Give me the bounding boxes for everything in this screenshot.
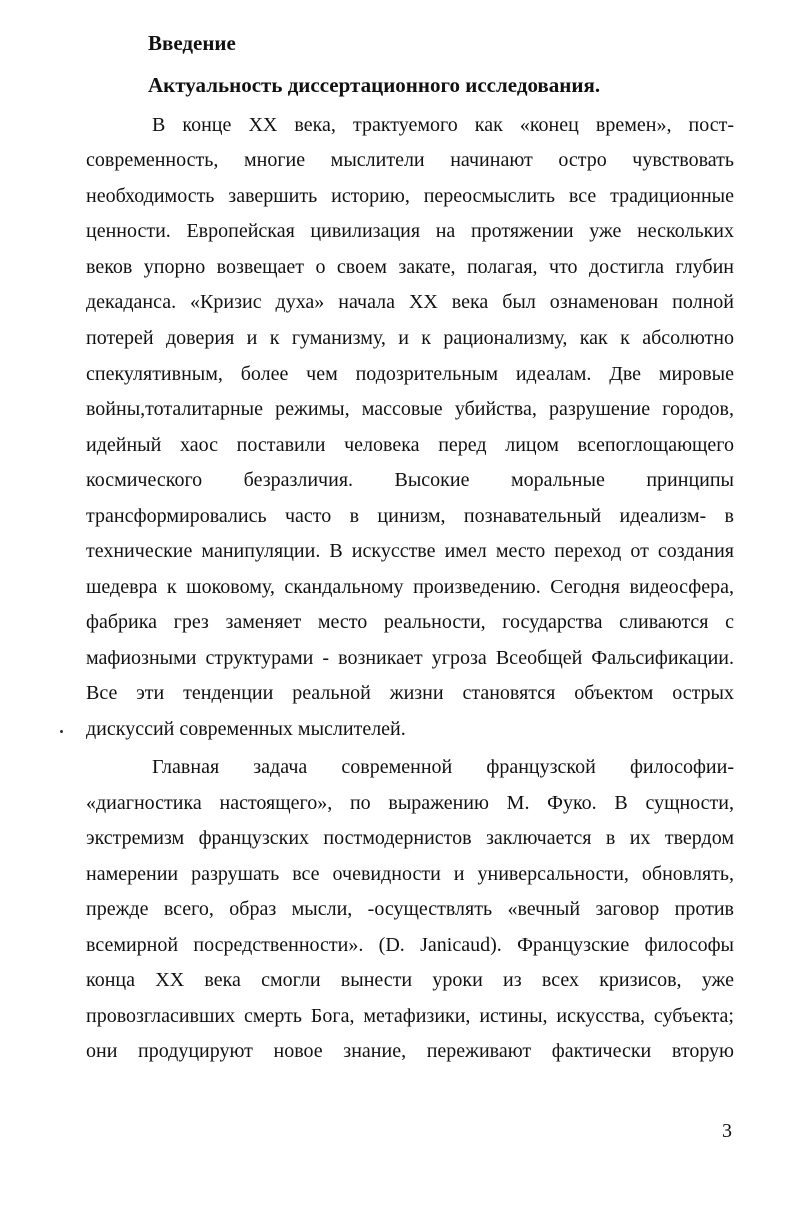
paragraph-1-line: декаданса. «Кризис духа» начала XX века был ознаменован полной <box>86 291 734 313</box>
paragraph-1-line: ценности. Европейская цивилизация на протяжении уже нескольких <box>86 220 734 242</box>
paragraph-1-line: В конце XX века, трактуемого как «конец времен», пост- <box>152 114 734 136</box>
paragraph-1-line: потерей доверия и к гуманизму, и к рационализму, как к абсолютно <box>86 327 734 349</box>
paragraph-2-line: прежде всего, образ мысли, -осуществлять «вечный заговор против <box>86 898 734 920</box>
paragraph-1-line: трансформировались часто в цинизм, познавательный идеализм- в <box>86 505 734 527</box>
paragraph-1-line: мафиозными структурами - возникает угроза Всеобщей Фальсификации. <box>86 647 734 669</box>
paragraph-2-line: провозгласивших смерть Бога, метафизики, истины, искусства, субъекта; <box>86 1005 734 1027</box>
paragraph-1-line: шедевра к шоковому, скандальному произведению. Сегодня видеосфера, <box>86 576 734 598</box>
paragraph-1-line: идейный хаос поставили человека перед лицом всепоглощающего <box>86 434 734 456</box>
scan-speck-decoration <box>60 730 63 733</box>
paragraph-2-line: «диагностика настоящего», по выражению М. Фуко. В сущности, <box>86 792 734 814</box>
section-subheading: Актуальность диссертационного исследования. <box>148 73 601 97</box>
paragraph-1-line: фабрика грез заменяет место реальности, государства сливаются с <box>86 611 734 633</box>
paragraph-2-line: намерении разрушать все очевидности и универсальности, обновлять, <box>86 863 734 885</box>
paragraph-1-line: войны,тоталитарные режимы, массовые убийства, разрушение городов, <box>86 398 734 420</box>
section-heading: Введение <box>148 31 236 55</box>
paragraph-2-line: конца XX века смогли вынести уроки из всех кризисов, уже <box>86 969 734 991</box>
paragraph-1-line: веков упорно возвещает о своем закате, полагая, что достигла глубин <box>86 256 734 278</box>
paragraph-2-line: всемирной посредственности». (D. Janicaud). Французские философы <box>86 934 734 956</box>
paragraph-1-line: космического безразличия. Высокие моральные принципы <box>86 469 734 491</box>
paragraph-1-line: дискуссий современных мыслителей. <box>86 718 406 740</box>
paragraph-2-line: экстремизм французских постмодернистов заключается в их твердом <box>86 827 734 849</box>
paragraph-1-line: необходимость завершить историю, переосмыслить все традиционные <box>86 185 734 207</box>
paragraph-1-line: современность, многие мыслители начинают остро чувствовать <box>86 149 734 171</box>
paragraph-1-line: технические манипуляции. В искусстве имел место переход от создания <box>86 540 734 562</box>
paragraph-2-line: они продуцируют новое знание, переживают фактически вторую <box>86 1040 734 1062</box>
paragraph-1-line: Все эти тенденции реальной жизни становятся объектом острых <box>86 682 734 704</box>
paragraph-2-line: Главная задача современной французской философии- <box>152 756 734 778</box>
page-number: 3 <box>722 1120 732 1142</box>
paragraph-1-line: спекулятивным, более чем подозрительным идеалам. Две мировые <box>86 363 734 385</box>
